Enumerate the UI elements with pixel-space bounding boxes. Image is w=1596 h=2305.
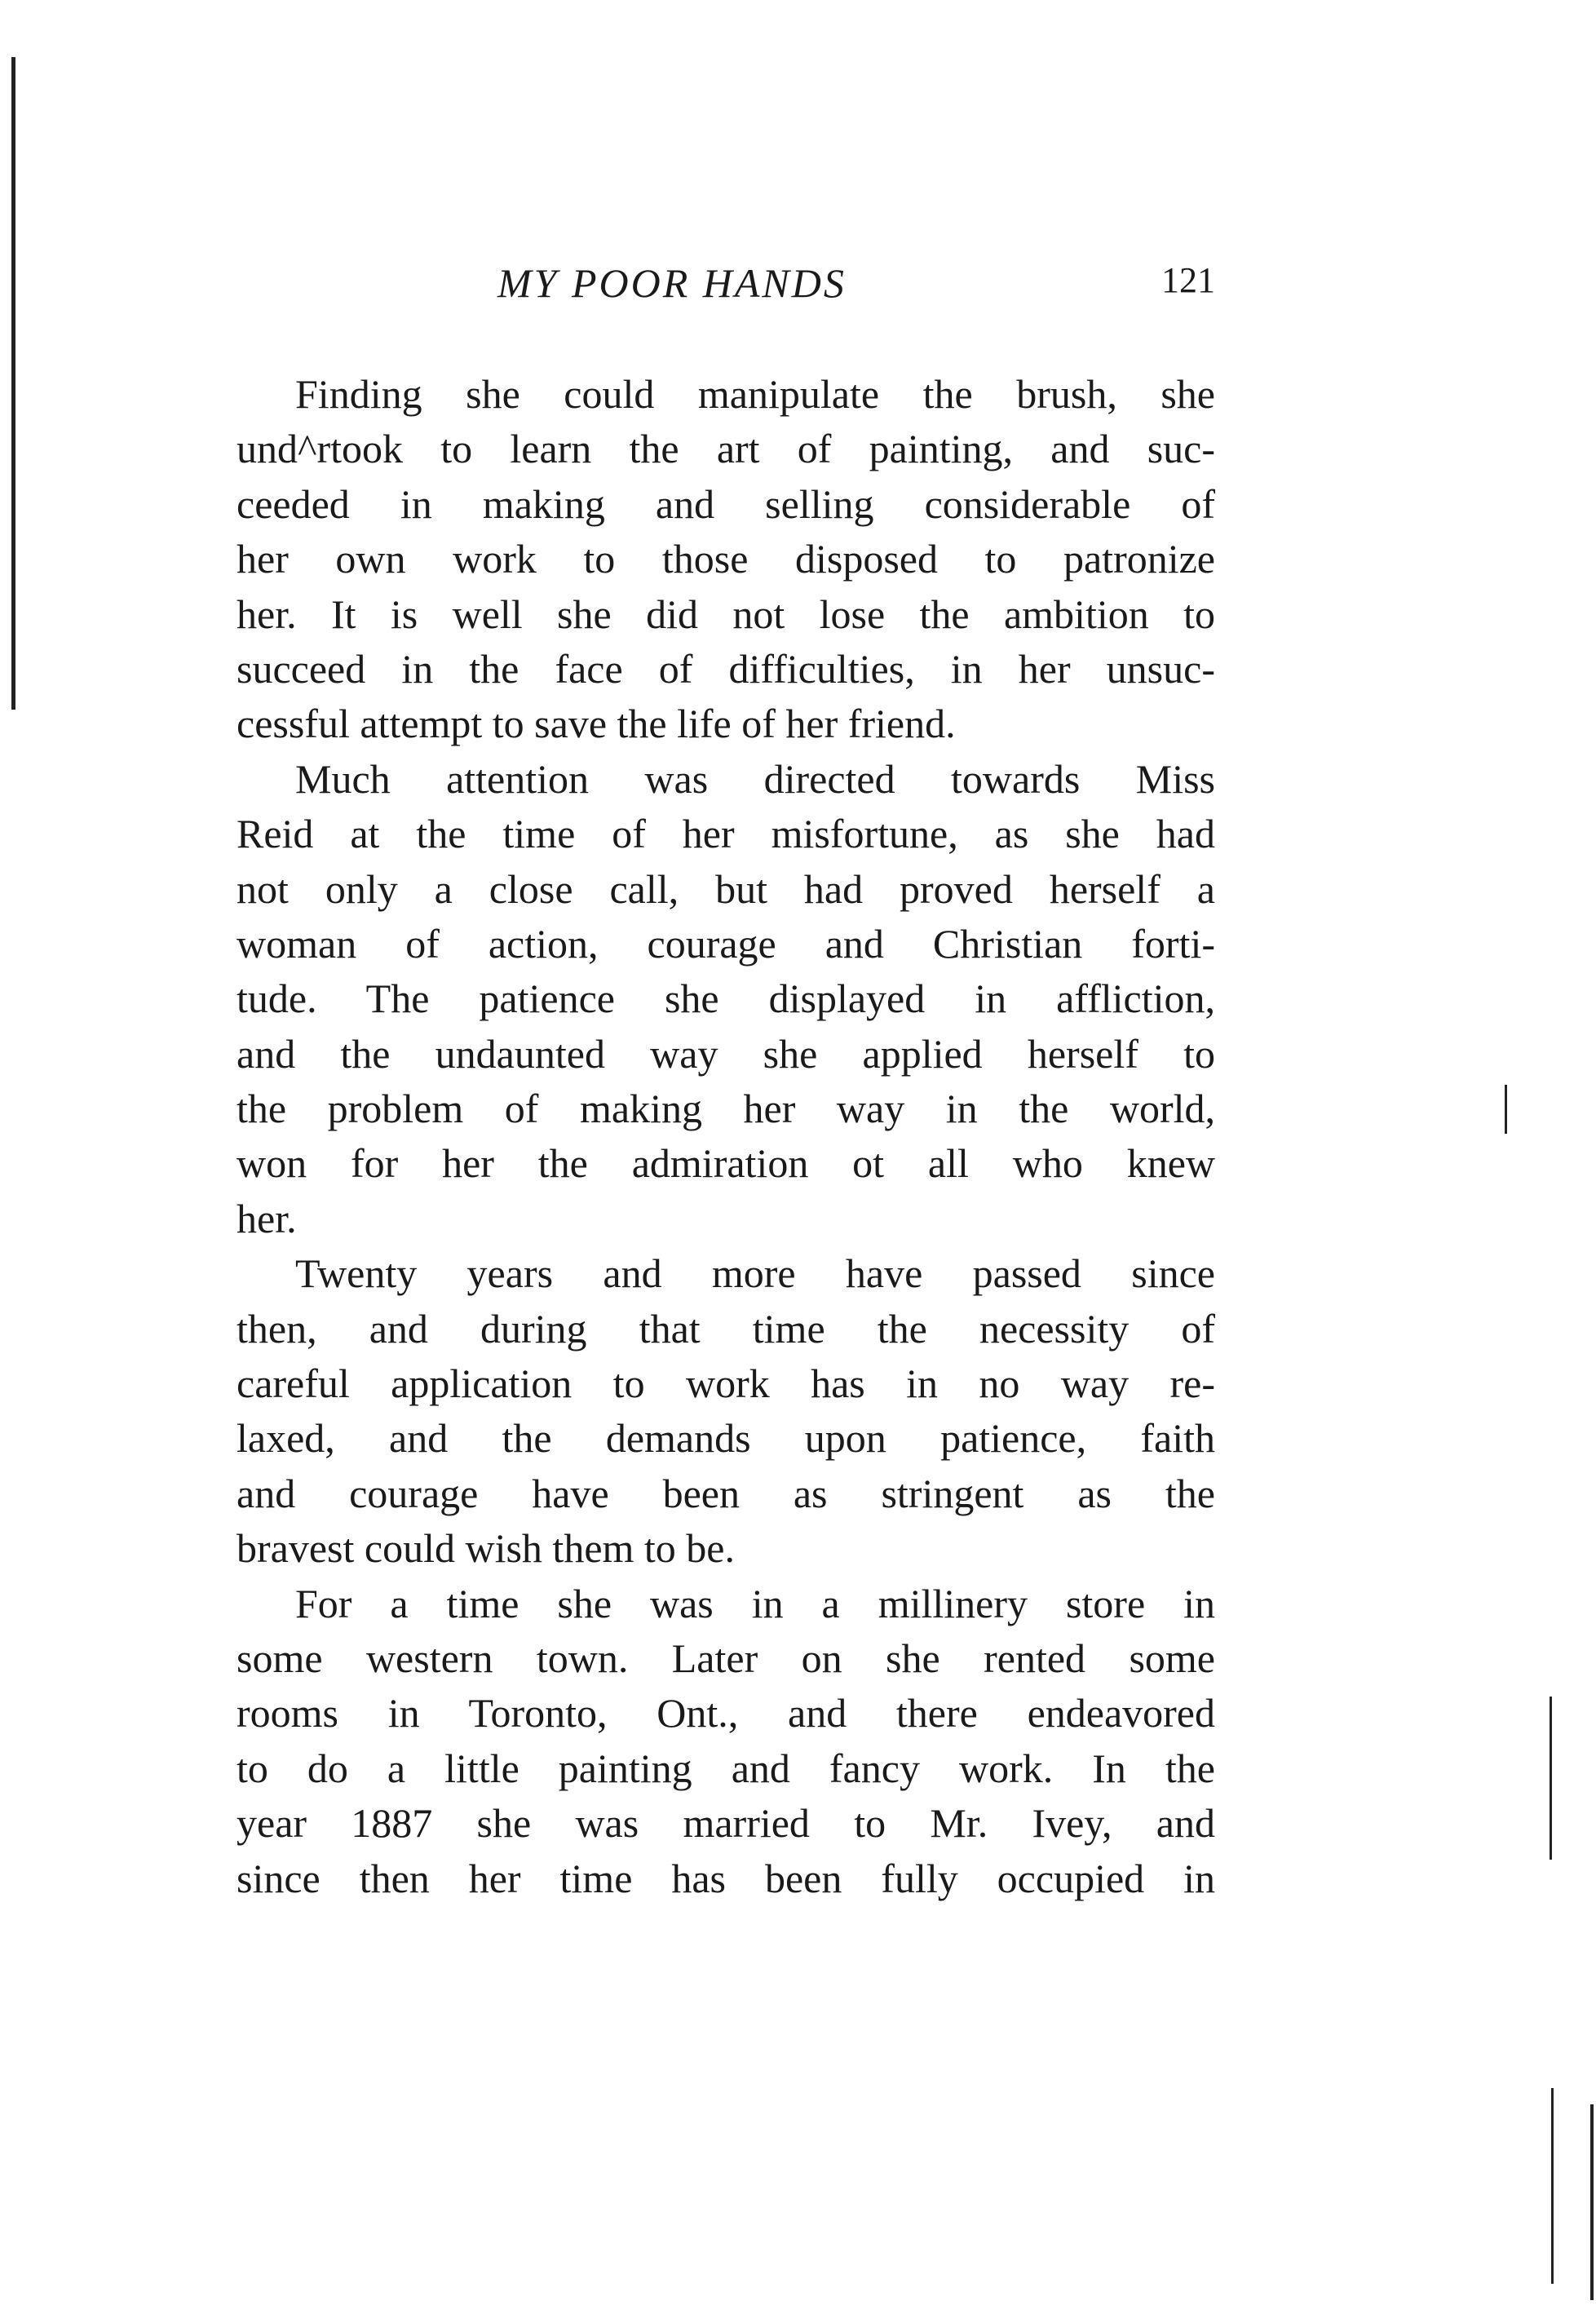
- running-title: MY POOR HANDS: [497, 260, 847, 306]
- page-number: 121: [1161, 260, 1215, 300]
- text-line: bravest could wish them to be.: [237, 1525, 735, 1572]
- text-line: then, and during that time the necessity of: [237, 1305, 1215, 1352]
- scan-edge-right-lower: [1551, 2088, 1554, 2284]
- scan-edge-right-middle: [1550, 1697, 1552, 1860]
- text-line: won for her the admiration ot all who knew: [237, 1140, 1215, 1187]
- text-line: laxed, and the demands upon patience, faith: [237, 1415, 1215, 1462]
- text-line: her own work to those disposed to patronize: [237, 536, 1215, 582]
- text-line: year 1887 she was married to Mr. Ivey, and: [237, 1800, 1215, 1847]
- text-line: succeed in the face of difficulties, in her unsuc-: [237, 645, 1215, 692]
- text-line: cessful attempt to save the life of her friend.: [237, 701, 956, 747]
- text-line: woman of action, courage and Christian forti-: [237, 920, 1215, 967]
- paragraph: [237, 1246, 1215, 1576]
- paragraph: [237, 1577, 1215, 1906]
- page-header: [237, 259, 1215, 316]
- text-line: tude. The patience she displayed in affliction,: [237, 976, 1215, 1022]
- text-line: her. It is well she did not lose the ambition to: [237, 591, 1215, 637]
- text-line: careful application to work has in no way re-: [237, 1360, 1215, 1407]
- text-line: rooms in Toronto, Ont., and there endeavored: [237, 1690, 1215, 1736]
- scan-edge-far-right: [1590, 2104, 1594, 2300]
- text-line: some western town. Later on she rented some: [237, 1635, 1215, 1681]
- text-line: Twenty years and more have passed since: [295, 1250, 1215, 1297]
- text-line: Reid at the time of her misfortune, as she had: [237, 811, 1215, 857]
- text-line: to do a little painting and fancy work. In the: [237, 1745, 1215, 1791]
- text-line: and courage have been as stringent as the: [237, 1470, 1215, 1516]
- text-line: Finding she could manipulate the brush, she: [295, 371, 1215, 417]
- scan-edge-left: [11, 57, 15, 710]
- text-line: For a time she was in a millinery store in: [295, 1580, 1215, 1626]
- text-line: and the undaunted way she applied herself to: [237, 1030, 1215, 1077]
- text-line: since then her time has been fully occupied in: [237, 1855, 1215, 1901]
- paragraph: [237, 752, 1215, 1247]
- text-line: ceeded in making and selling considerable of: [237, 480, 1215, 527]
- text-line: her.: [237, 1195, 297, 1241]
- text-line: the problem of making her way in the world,: [237, 1086, 1215, 1132]
- scan-edge-right-upper: [1505, 1085, 1507, 1134]
- text-line: Much attention was directed towards Miss: [295, 755, 1215, 802]
- text-line: und^rtook to learn the art of painting, and suc-: [237, 426, 1215, 472]
- paragraph: [237, 367, 1215, 752]
- text-line: not only a close call, but had proved herself a: [237, 865, 1215, 912]
- body-text: [237, 367, 1215, 1906]
